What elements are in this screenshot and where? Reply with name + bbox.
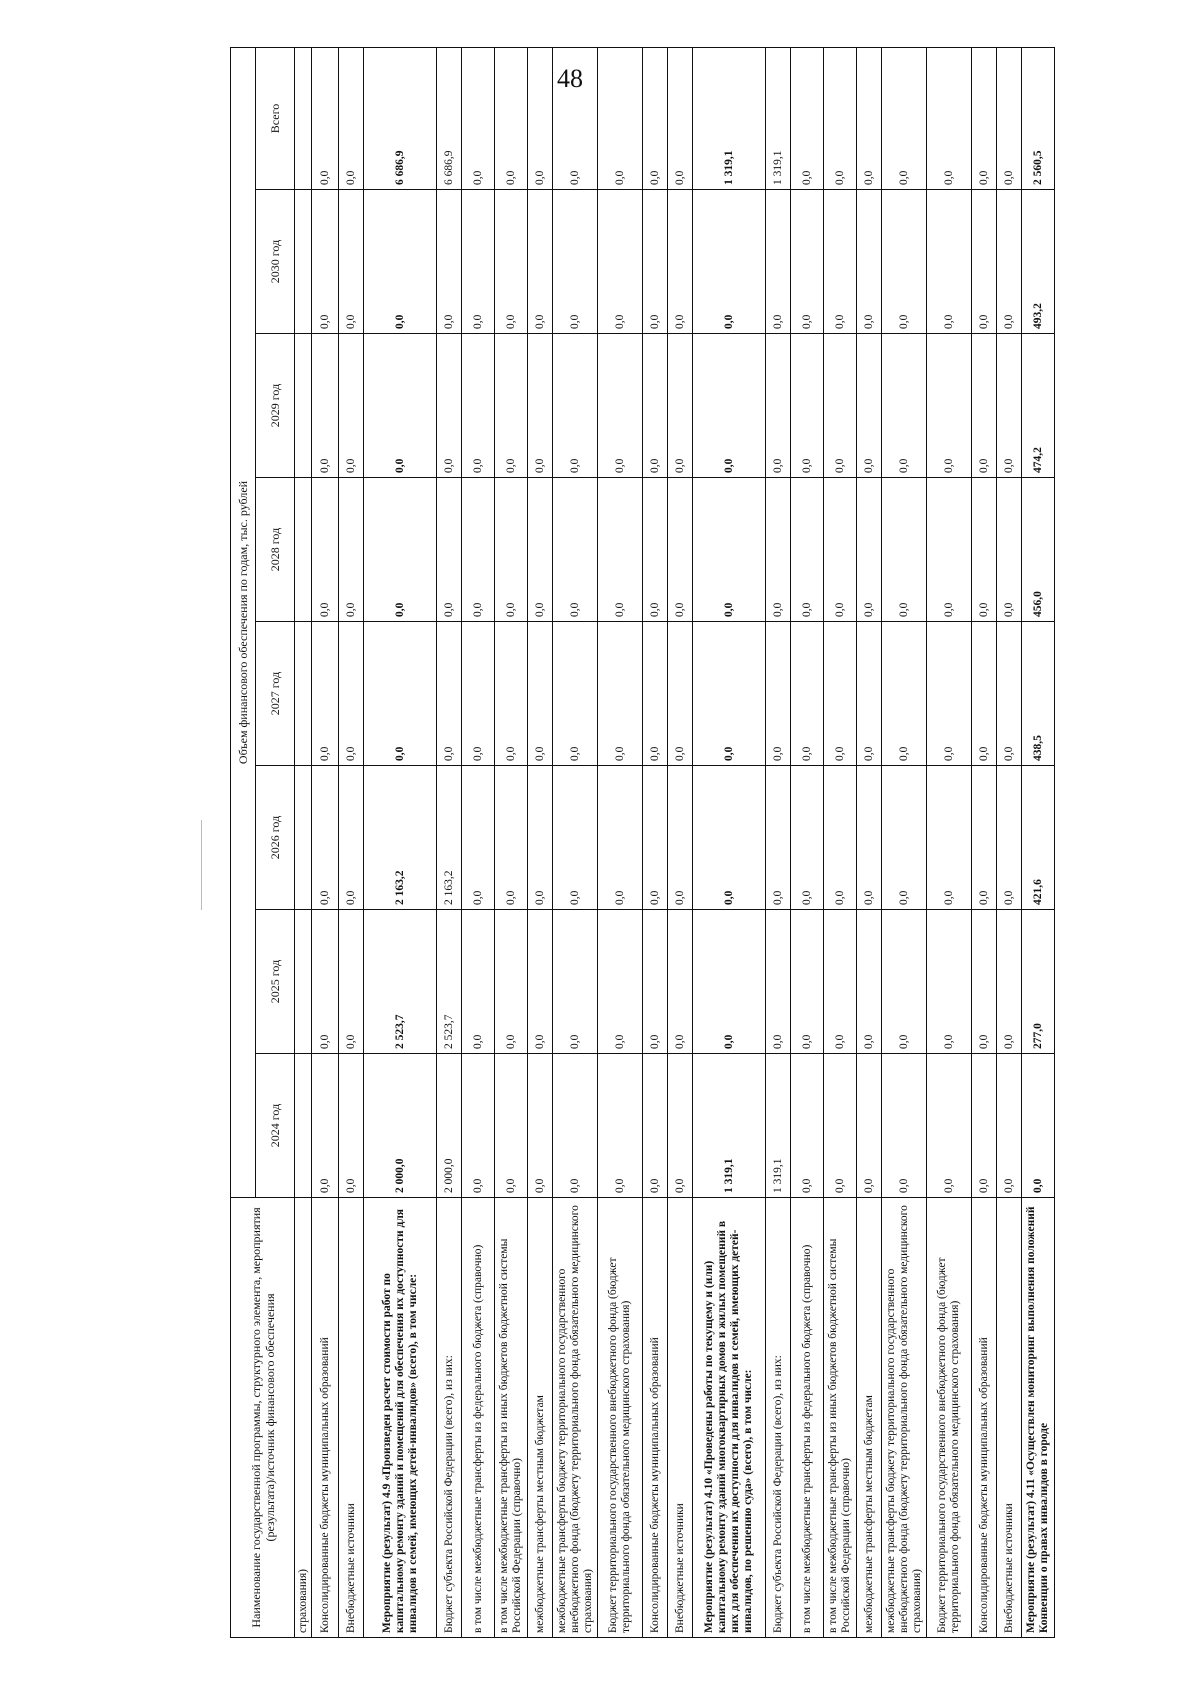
row-name-cell: Бюджет территориального государственного внебюджетного фонда (бюджет территориального фонда обязательного медицинского страхования) — [598, 1198, 643, 1638]
value-cell: 0,0 — [339, 478, 364, 622]
value-cell: 0,0 — [643, 190, 668, 334]
value-cell: 0,0 — [857, 334, 882, 478]
value-cell: 0,0 — [364, 334, 437, 478]
value-cell: 0,0 — [462, 910, 495, 1054]
row-name-cell: Мероприятие (результат) 4.10 «Проведены работы по текущему и (или) капитальному ремонту зданий многоквартирных домов и жилых помещений в них для обеспечения их доступности для инвалидов и семей, имеющих детей-инвалидов, по решению суда» (всего), в том числе: — [693, 1198, 766, 1638]
row-name-cell: страхования) — [295, 1198, 312, 1638]
table-row — [312, 47, 339, 1637]
value-cell: 0,0 — [824, 190, 857, 334]
value-cell: 0,0 — [528, 1054, 553, 1198]
value-cell: 0,0 — [766, 766, 791, 910]
row-name-cell: Консолидированные бюджеты муниципальных образований — [312, 1198, 339, 1638]
value-cell: 0,0 — [857, 910, 882, 1054]
year-header: 2024 год — [256, 1054, 295, 1198]
value-cell: 0,0 — [462, 1054, 495, 1198]
row-name-cell: в том числе межбюджетные трансферты из федерального бюджета (справочно) — [462, 1198, 495, 1638]
value-cell: 1 319,1 — [766, 1054, 791, 1198]
value-cell: 0,0 — [791, 334, 824, 478]
page-number: 48 — [557, 64, 583, 93]
table-row — [643, 47, 668, 1637]
value-cell: 0,0 — [495, 190, 528, 334]
value-cell: 0,0 — [882, 334, 927, 478]
value-cell: 1 319,1 — [693, 1054, 766, 1198]
table-row — [791, 47, 824, 1637]
value-cell: 0,0 — [693, 622, 766, 766]
value-cell: 0,0 — [528, 910, 553, 1054]
value-cell: 0,0 — [972, 622, 997, 766]
value-cell: 0,0 — [766, 910, 791, 1054]
value-cell: 0,0 — [972, 766, 997, 910]
value-cell: 0,0 — [791, 478, 824, 622]
value-cell: 0,0 — [857, 622, 882, 766]
value-cell: 0,0 — [766, 478, 791, 622]
value-cell: 0,0 — [791, 47, 824, 189]
table-row — [972, 47, 997, 1637]
value-cell: 0,0 — [857, 47, 882, 189]
row-name-cell: Мероприятие (результат) 4.9 «Произведен расчет стоимости работ по капитальному ремонту зданий и помещений для обеспечения их доступности для инвалидов и семей, имеющих детей-инвалидов» (всего), в том числе: — [364, 1198, 437, 1638]
value-cell: 0,0 — [339, 1054, 364, 1198]
value-cell: 0,0 — [766, 622, 791, 766]
value-cell: 493,2 — [1022, 190, 1055, 334]
row-name-cell: Бюджет субъекта Российской Федерации (всего), из них: — [437, 1198, 462, 1638]
value-cell: 0,0 — [882, 47, 927, 189]
value-cell: 0,0 — [766, 334, 791, 478]
value-cell: 0,0 — [643, 478, 668, 622]
table-row — [1022, 47, 1055, 1637]
value-cell: 0,0 — [437, 478, 462, 622]
value-cell: 0,0 — [997, 622, 1022, 766]
value-cell: 0,0 — [972, 910, 997, 1054]
value-cell: 0,0 — [791, 622, 824, 766]
year-header: Всего — [256, 47, 295, 189]
table-row — [857, 47, 882, 1637]
value-cell: 0,0 — [339, 334, 364, 478]
financing-table — [230, 47, 1055, 1638]
value-cell: 0,0 — [882, 622, 927, 766]
table-row — [437, 47, 462, 1637]
year-header: 2030 год — [256, 190, 295, 334]
value-cell: 0,0 — [528, 334, 553, 478]
value-cell: 2 523,7 — [364, 910, 437, 1054]
value-cell: 0,0 — [462, 766, 495, 910]
table-row — [766, 47, 791, 1637]
value-cell: 0,0 — [339, 190, 364, 334]
value-cell: 0,0 — [528, 622, 553, 766]
year-header: 2026 год — [256, 766, 295, 910]
value-cell: 0,0 — [791, 190, 824, 334]
value-cell: 6 686,9 — [437, 47, 462, 189]
header-name: Наименование государственной программы, структурного элемента, мероприятия (результата)/источник финансового обеспечения — [231, 1198, 295, 1638]
value-cell: 0,0 — [882, 910, 927, 1054]
value-cell: 0,0 — [997, 47, 1022, 189]
value-cell: 2 523,7 — [437, 910, 462, 1054]
value-cell: 0,0 — [553, 190, 598, 334]
value-cell: 0,0 — [972, 478, 997, 622]
row-name-cell: Внебюджетные источники — [668, 1198, 693, 1638]
value-cell: 0,0 — [927, 190, 972, 334]
value-cell: 2 000,0 — [364, 1054, 437, 1198]
value-cell: 0,0 — [312, 910, 339, 1054]
value-cell: 0,0 — [997, 766, 1022, 910]
value-cell: 0,0 — [364, 622, 437, 766]
value-cell: 0,0 — [824, 478, 857, 622]
value-cell: 0,0 — [1022, 1054, 1055, 1198]
value-cell: 0,0 — [668, 1054, 693, 1198]
value-cell: 0,0 — [972, 47, 997, 189]
value-cell: 0,0 — [927, 622, 972, 766]
header-volume: Объем финансового обеспечения по годам, тыс. рублей — [231, 47, 256, 1197]
value-cell: 0,0 — [339, 47, 364, 189]
value-cell: 0,0 — [495, 910, 528, 1054]
value-cell: 0,0 — [693, 478, 766, 622]
value-cell: 0,0 — [312, 766, 339, 910]
value-cell — [295, 910, 312, 1054]
table-row — [364, 47, 437, 1637]
value-cell: 0,0 — [495, 766, 528, 910]
value-cell: 0,0 — [824, 47, 857, 189]
row-name-cell: межбюджетные трансферты бюджету территориального государственного внебюджетного фонда (бюджету территориального фонда обязательного медицинского страхования) — [553, 1198, 598, 1638]
value-cell: 0,0 — [927, 334, 972, 478]
year-header: 2027 год — [256, 622, 295, 766]
row-name-cell: Мероприятие (результат) 4.11 «Осуществлен мониторинг выполнения положений Конвенции о правах инвалидов в городе — [1022, 1198, 1055, 1638]
value-cell: 0,0 — [553, 47, 598, 189]
row-name-cell: Бюджет субъекта Российской Федерации (всего), из них: — [766, 1198, 791, 1638]
value-cell: 0,0 — [693, 334, 766, 478]
value-cell: 2 000,0 — [437, 1054, 462, 1198]
value-cell: 2 163,2 — [364, 766, 437, 910]
value-cell: 0,0 — [339, 622, 364, 766]
value-cell: 0,0 — [553, 334, 598, 478]
value-cell: 0,0 — [495, 478, 528, 622]
value-cell: 0,0 — [997, 1054, 1022, 1198]
value-cell: 0,0 — [312, 622, 339, 766]
value-cell: 0,0 — [882, 1054, 927, 1198]
value-cell: 0,0 — [598, 190, 643, 334]
value-cell: 0,0 — [997, 334, 1022, 478]
value-cell: 0,0 — [462, 47, 495, 189]
row-name-cell: в том числе межбюджетные трансферты из иных бюджетов бюджетной системы Российской Федерации (справочно) — [495, 1198, 528, 1638]
value-cell: 0,0 — [882, 190, 927, 334]
value-cell: 0,0 — [528, 766, 553, 910]
value-cell: 0,0 — [339, 910, 364, 1054]
value-cell: 0,0 — [882, 478, 927, 622]
value-cell: 0,0 — [857, 190, 882, 334]
value-cell: 0,0 — [643, 766, 668, 910]
value-cell: 0,0 — [927, 910, 972, 1054]
table-body — [295, 47, 1055, 1637]
value-cell: 0,0 — [997, 910, 1022, 1054]
value-cell: 0,0 — [643, 1054, 668, 1198]
value-cell: 0,0 — [791, 1054, 824, 1198]
value-cell — [295, 334, 312, 478]
value-cell: 0,0 — [598, 1054, 643, 1198]
value-cell — [295, 1054, 312, 1198]
value-cell: 0,0 — [824, 910, 857, 1054]
value-cell: 0,0 — [462, 190, 495, 334]
value-cell: 0,0 — [437, 190, 462, 334]
value-cell: 0,0 — [553, 766, 598, 910]
value-cell: 0,0 — [857, 766, 882, 910]
value-cell: 0,0 — [437, 334, 462, 478]
table-row — [668, 47, 693, 1637]
value-cell: 0,0 — [668, 910, 693, 1054]
value-cell: 0,0 — [857, 1054, 882, 1198]
table-row — [339, 47, 364, 1637]
row-name-cell: в том числе межбюджетные трансферты из иных бюджетов бюджетной системы Российской Федерации (справочно) — [824, 1198, 857, 1638]
table-row — [495, 47, 528, 1637]
rotated-table-container — [230, 48, 1165, 1638]
value-cell: 0,0 — [927, 1054, 972, 1198]
value-cell: 0,0 — [553, 478, 598, 622]
value-cell: 0,0 — [598, 910, 643, 1054]
value-cell: 0,0 — [462, 622, 495, 766]
value-cell: 0,0 — [972, 1054, 997, 1198]
value-cell: 474,2 — [1022, 334, 1055, 478]
value-cell: 0,0 — [668, 47, 693, 189]
header-row-1 — [231, 47, 256, 1637]
value-cell: 0,0 — [312, 1054, 339, 1198]
value-cell: 0,0 — [495, 1054, 528, 1198]
value-cell: 0,0 — [312, 478, 339, 622]
value-cell: 438,5 — [1022, 622, 1055, 766]
value-cell: 2 560,5 — [1022, 47, 1055, 189]
value-cell: 0,0 — [824, 1054, 857, 1198]
table-row — [824, 47, 857, 1637]
value-cell: 0,0 — [553, 1054, 598, 1198]
row-name-cell: Бюджет территориального государственного внебюджетного фонда (бюджет территориального фонда обязательного медицинского страхования) — [927, 1198, 972, 1638]
value-cell: 0,0 — [643, 910, 668, 1054]
value-cell: 0,0 — [462, 334, 495, 478]
value-cell: 0,0 — [668, 190, 693, 334]
value-cell: 0,0 — [312, 190, 339, 334]
value-cell — [295, 478, 312, 622]
scan-mark — [201, 820, 202, 910]
value-cell: 0,0 — [668, 478, 693, 622]
value-cell: 0,0 — [693, 766, 766, 910]
value-cell: 0,0 — [791, 910, 824, 1054]
value-cell: 421,6 — [1022, 766, 1055, 910]
value-cell: 0,0 — [528, 478, 553, 622]
value-cell: 0,0 — [495, 334, 528, 478]
value-cell: 0,0 — [927, 478, 972, 622]
value-cell: 0,0 — [927, 47, 972, 189]
value-cell: 0,0 — [997, 478, 1022, 622]
row-name-cell: межбюджетные трансферты местным бюджетам — [857, 1198, 882, 1638]
value-cell: 456,0 — [1022, 478, 1055, 622]
table-row — [462, 47, 495, 1637]
year-header: 2028 год — [256, 478, 295, 622]
value-cell: 277,0 — [1022, 910, 1055, 1054]
value-cell: 0,0 — [927, 766, 972, 910]
value-cell: 0,0 — [693, 190, 766, 334]
value-cell: 0,0 — [598, 622, 643, 766]
value-cell: 0,0 — [462, 478, 495, 622]
value-cell: 0,0 — [495, 47, 528, 189]
value-cell: 0,0 — [598, 47, 643, 189]
value-cell: 0,0 — [598, 766, 643, 910]
value-cell: 0,0 — [972, 190, 997, 334]
value-cell: 0,0 — [882, 766, 927, 910]
value-cell: 0,0 — [668, 622, 693, 766]
value-cell: 0,0 — [643, 622, 668, 766]
value-cell: 0,0 — [824, 622, 857, 766]
value-cell: 0,0 — [339, 766, 364, 910]
value-cell: 0,0 — [668, 334, 693, 478]
row-name-cell: Консолидированные бюджеты муниципальных образований — [643, 1198, 668, 1638]
table-row — [553, 47, 598, 1637]
value-cell: 0,0 — [364, 190, 437, 334]
row-name-cell: межбюджетные трансферты бюджету территориального государственного внебюджетного фонда (бюджету территориального фонда обязательного медицинского страхования) — [882, 1198, 927, 1638]
value-cell: 0,0 — [791, 766, 824, 910]
value-cell: 0,0 — [824, 334, 857, 478]
year-header: 2025 год — [256, 910, 295, 1054]
table-row — [598, 47, 643, 1637]
value-cell: 0,0 — [364, 478, 437, 622]
value-cell: 0,0 — [312, 47, 339, 189]
row-name-cell: Консолидированные бюджеты муниципальных образований — [972, 1198, 997, 1638]
value-cell: 0,0 — [528, 47, 553, 189]
value-cell: 0,0 — [553, 910, 598, 1054]
value-cell: 0,0 — [598, 334, 643, 478]
value-cell: 0,0 — [997, 190, 1022, 334]
value-cell: 6 686,9 — [364, 47, 437, 189]
row-name-cell: Внебюджетные источники — [339, 1198, 364, 1638]
row-name-cell: Внебюджетные источники — [997, 1198, 1022, 1638]
year-header: 2029 год — [256, 334, 295, 478]
value-cell — [295, 190, 312, 334]
row-name-cell: в том числе межбюджетные трансферты из федерального бюджета (справочно) — [791, 1198, 824, 1638]
value-cell: 0,0 — [766, 190, 791, 334]
table-row — [528, 47, 553, 1637]
table-row — [997, 47, 1022, 1637]
table-row — [295, 47, 312, 1637]
row-name-cell: межбюджетные трансферты местным бюджетам — [528, 1198, 553, 1638]
value-cell: 0,0 — [528, 190, 553, 334]
value-cell: 0,0 — [824, 766, 857, 910]
table-row — [693, 47, 766, 1637]
value-cell: 0,0 — [643, 47, 668, 189]
value-cell: 0,0 — [693, 910, 766, 1054]
value-cell: 0,0 — [437, 622, 462, 766]
value-cell — [295, 47, 312, 189]
value-cell — [295, 766, 312, 910]
table-row — [927, 47, 972, 1637]
value-cell: 1 319,1 — [693, 47, 766, 189]
value-cell: 0,0 — [972, 334, 997, 478]
value-cell: 0,0 — [643, 334, 668, 478]
value-cell: 0,0 — [312, 334, 339, 478]
value-cell: 1 319,1 — [766, 47, 791, 189]
value-cell: 0,0 — [598, 478, 643, 622]
value-cell: 0,0 — [553, 622, 598, 766]
table-row — [882, 47, 927, 1637]
value-cell — [295, 622, 312, 766]
value-cell: 0,0 — [668, 766, 693, 910]
value-cell: 2 163,2 — [437, 766, 462, 910]
value-cell: 0,0 — [857, 478, 882, 622]
value-cell: 0,0 — [495, 622, 528, 766]
